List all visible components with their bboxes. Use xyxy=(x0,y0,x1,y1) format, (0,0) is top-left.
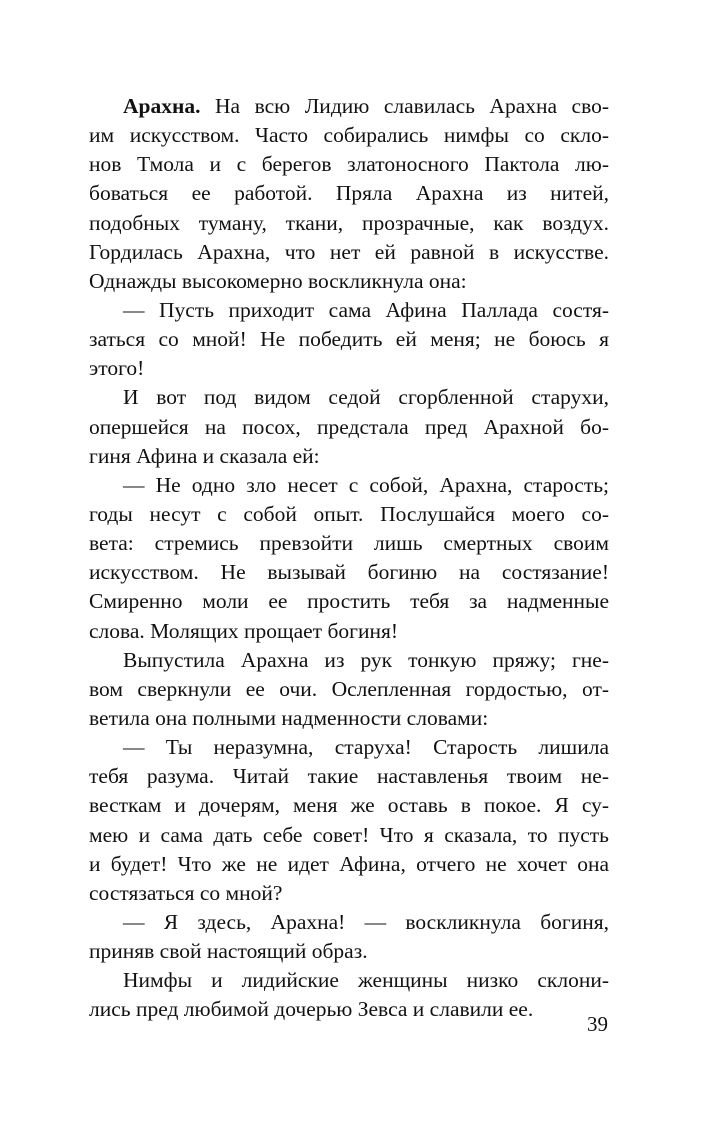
text-line: этого! xyxy=(89,356,145,381)
text-line: им искусством. Часто собирались нимфы со скло- xyxy=(89,123,609,148)
text-line: и будет! Что же не идет Афина, отчего не хочет она xyxy=(89,851,609,876)
text-line: годы несут с собой опыт. Послушайся моего со- xyxy=(89,501,609,526)
text-line: гиня Афина и сказала ей: xyxy=(89,443,320,468)
text-line: подобных туману, ткани, прозрачные, как воздух. xyxy=(89,210,609,235)
text-line: Нимфы и лидийские женщины низко склони- xyxy=(123,968,609,993)
page-number: 39 xyxy=(587,1012,608,1036)
body-text xyxy=(89,92,609,1025)
text-line: боваться ее работой. Пряла Арахна из нитей, xyxy=(89,181,609,206)
text-line: тебя разума. Читай такие наставленья твоим не- xyxy=(89,764,609,789)
text-line: — Я здесь, Арахна! — воскликнула богиня, xyxy=(123,909,609,934)
text-line: искусством. Не вызывай богиню на состязание! xyxy=(89,560,609,585)
text-line: заться со мной! Не победить ей меня; не боюсь я xyxy=(89,327,609,352)
text-line: Смиренно моли ее простить тебя за надменные xyxy=(89,589,609,614)
text-line: Выпустила Арахна из рук тонкую пряжу; гне- xyxy=(123,647,609,672)
text-line: нов Тмола и с берегов златоносного Пактола лю- xyxy=(89,152,609,177)
text-line: вом сверкнули ее очи. Ослепленная гордостью, от- xyxy=(89,676,609,701)
text-line: приняв свой настоящий образ. xyxy=(89,939,368,964)
text-line: слова. Молящих прощает богиня! xyxy=(89,618,399,643)
section-heading: Арахна. xyxy=(123,94,201,118)
text-line: Гордилась Арахна, что нет ей равной в искусстве. xyxy=(89,239,609,264)
text-line: И вот под видом седой сгорбленной старухи, xyxy=(123,385,609,410)
text-line: лись пред любимой дочерью Зевса и славили ее. xyxy=(89,997,534,1022)
text-line: вета: стремись превзойти лишь смертных своим xyxy=(89,531,609,556)
text-line-content: На всю Лидию славилась Арахна сво- xyxy=(215,94,610,118)
text-line: весткам и дочерям, меня же оставь в покое. Я су- xyxy=(89,793,609,818)
text-line: — Ты неразумна, старуха! Старость лишила xyxy=(123,735,609,760)
text-line: Однажды высокомерно воскликнула она: xyxy=(89,268,467,293)
text-line: мею и сама дать себе совет! Что я сказала, то пусть xyxy=(89,822,609,847)
text-line: состязаться со мной? xyxy=(89,880,283,905)
text-line xyxy=(89,92,609,121)
text-line: опершейся на посох, предстала пред Арахной бо- xyxy=(89,414,609,439)
text-line: ветила она полными надменности словами: xyxy=(89,705,489,730)
text-line: — Не одно зло несет с собой, Арахна, старость; xyxy=(123,472,609,497)
text-line: — Пусть приходит сама Афина Паллада состя- xyxy=(123,297,609,322)
